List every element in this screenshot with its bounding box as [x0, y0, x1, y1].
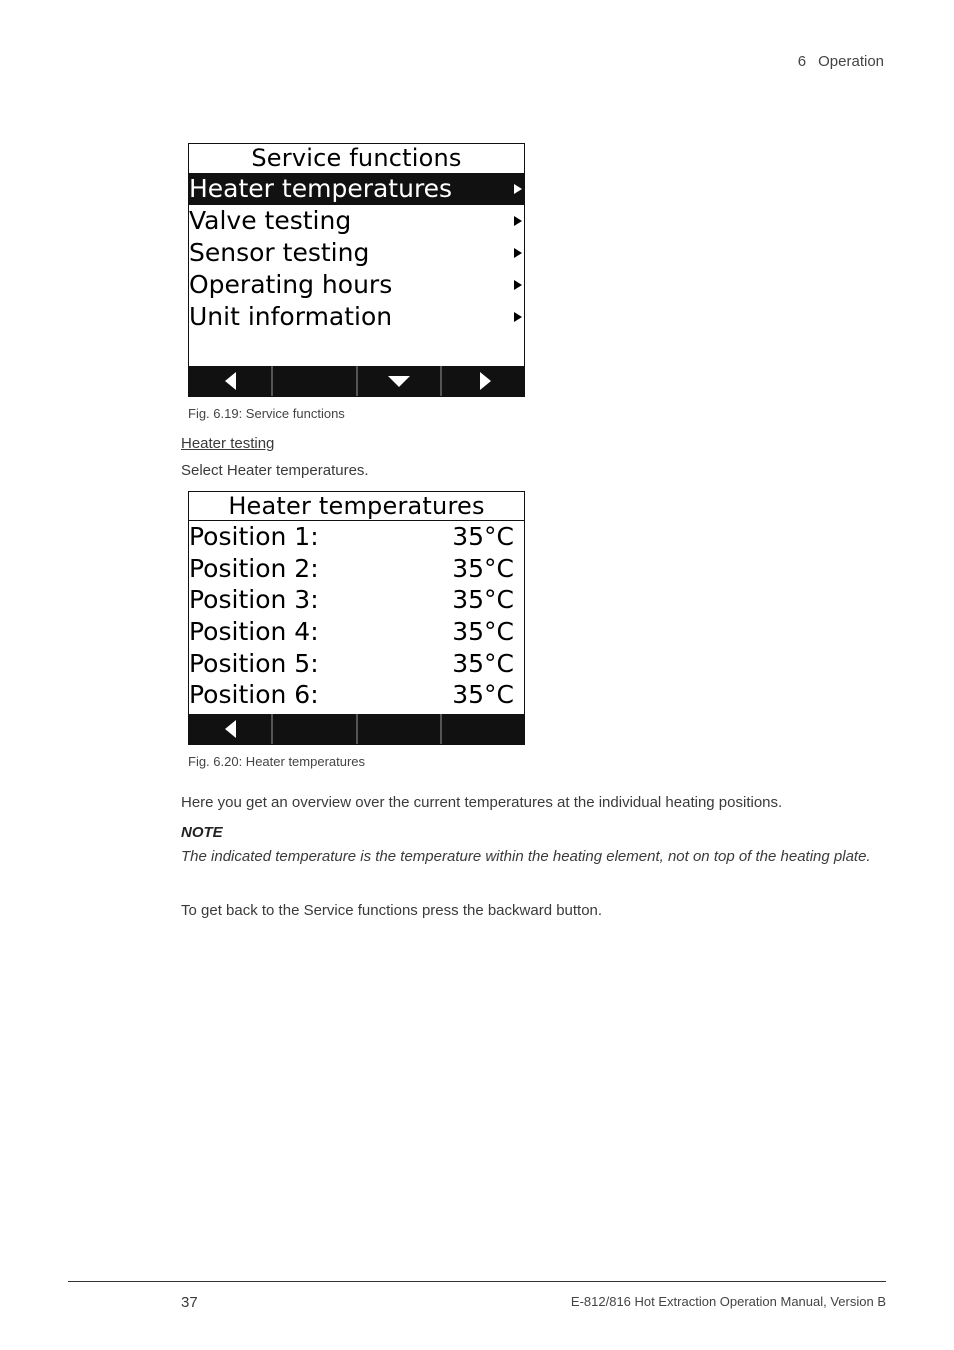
- arrow-right-icon: [480, 372, 491, 390]
- blank-button[interactable]: [273, 366, 357, 396]
- position-label: Position 6:: [189, 680, 319, 710]
- temperature-value: 35°C: [452, 617, 514, 647]
- arrow-left-icon: [225, 720, 236, 738]
- submenu-arrow-icon: [514, 280, 522, 290]
- arrow-down-icon: [388, 376, 410, 387]
- position-label: Position 2:: [189, 553, 319, 583]
- position-row: [189, 553, 524, 585]
- position-row: [189, 616, 524, 648]
- service-functions-screen: [188, 143, 525, 397]
- section-heading: Heater testing: [181, 435, 275, 452]
- menu-item-operating-hours[interactable]: [189, 269, 524, 301]
- temperature-value: 35°C: [452, 553, 514, 583]
- position-label: Position 1:: [189, 522, 319, 551]
- screen-title: Heater temperatures: [189, 492, 524, 521]
- back-button[interactable]: [189, 366, 273, 396]
- blank-button[interactable]: [358, 714, 442, 744]
- heater-temperatures-screen: [188, 491, 525, 745]
- forward-button[interactable]: [442, 366, 524, 396]
- chapter-number: 6: [797, 53, 807, 70]
- softkey-bar: [189, 714, 524, 744]
- menu-item-label: Operating hours: [189, 270, 393, 299]
- submenu-arrow-icon: [514, 216, 522, 226]
- blank-button[interactable]: [442, 714, 524, 744]
- arrow-left-icon: [225, 372, 236, 390]
- menu-item-label: Heater temperatures: [189, 174, 453, 203]
- chapter-title: Operation: [818, 53, 884, 70]
- overview-paragraph: Here you get an overview over the current temperatures at the individual heating positions.: [181, 794, 783, 811]
- position-row: [189, 679, 524, 711]
- blank-button[interactable]: [273, 714, 357, 744]
- menu-item-unit-information[interactable]: [189, 301, 524, 333]
- footer-divider: [68, 1281, 886, 1282]
- position-row: [189, 521, 524, 553]
- menu-item-sensor-testing[interactable]: [189, 237, 524, 269]
- temperature-value: 35°C: [452, 585, 514, 615]
- screen-title: Service functions: [251, 144, 462, 172]
- back-button[interactable]: [189, 714, 273, 744]
- temperature-value: 35°C: [452, 680, 514, 710]
- figure-caption: Fig. 6.20: Heater temperatures: [188, 754, 366, 769]
- position-label: Position 5:: [189, 648, 319, 678]
- figure-caption: Fig. 6.19: Service functions: [188, 406, 345, 421]
- down-button[interactable]: [358, 366, 442, 396]
- submenu-arrow-icon: [514, 312, 522, 322]
- instruction-text: Select Heater temperatures.: [181, 462, 369, 479]
- menu-item-label: Unit information: [189, 302, 393, 331]
- note-heading: NOTE: [181, 824, 223, 841]
- submenu-arrow-icon: [514, 248, 522, 258]
- menu-item-valve-testing[interactable]: [189, 205, 524, 237]
- softkey-bar: [189, 366, 524, 396]
- chapter-header: [798, 53, 884, 70]
- temperature-value: 35°C: [452, 522, 514, 551]
- position-row: [189, 648, 524, 680]
- position-row: [189, 584, 524, 616]
- temperature-value: 35°C: [452, 648, 514, 678]
- position-label: Position 3:: [189, 585, 319, 615]
- menu-item-label: Valve testing: [189, 206, 352, 235]
- document-title: E-812/816 Hot Extraction Operation Manual, Version B: [570, 1294, 886, 1309]
- position-label: Position 4:: [189, 617, 319, 647]
- page-number: 37: [181, 1294, 198, 1311]
- note-text: The indicated temperature is the temperature within the heating element, not on top of the heating plate.: [181, 848, 871, 865]
- back-instruction: To get back to the Service functions press the backward button.: [181, 902, 603, 919]
- menu-item-label: Sensor testing: [189, 238, 370, 267]
- menu-item-heater-temperatures[interactable]: [189, 173, 524, 205]
- submenu-arrow-icon: [514, 184, 522, 194]
